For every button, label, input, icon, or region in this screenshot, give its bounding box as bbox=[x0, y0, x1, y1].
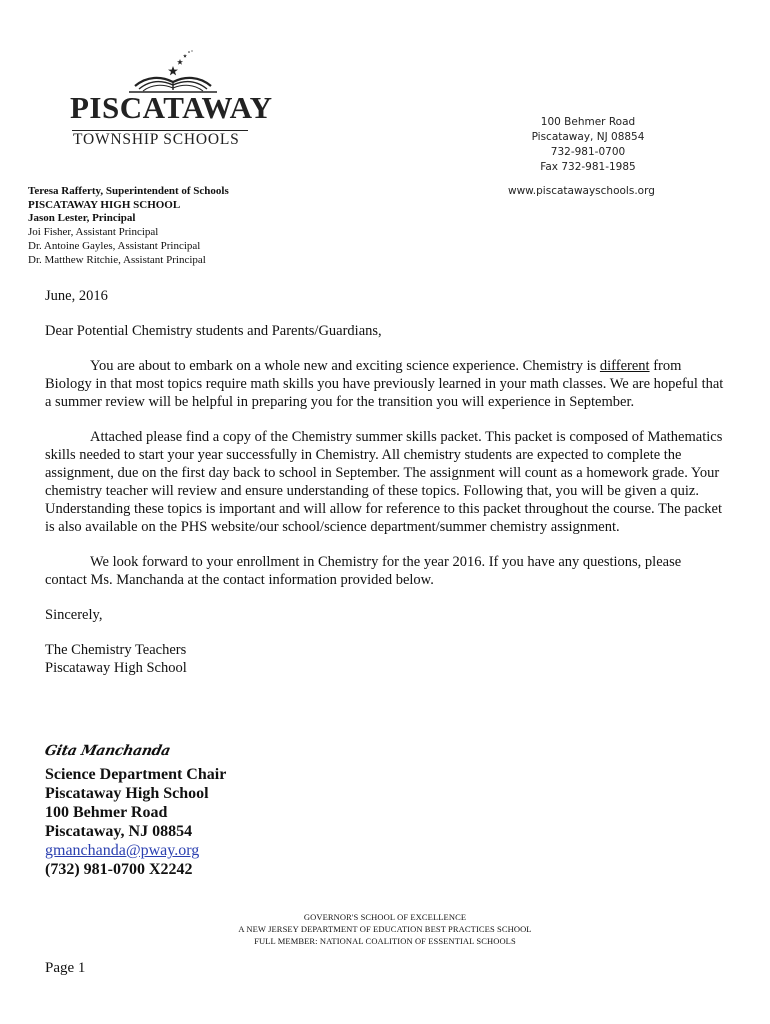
district-logo bbox=[70, 48, 273, 148]
page-number: Page 1 bbox=[45, 960, 86, 976]
paragraph-packet: Attached please find a copy of the Chemistry summer skills packet. This packet is composed of Mathematics skills needed to start your year successfully in Chemistry. All chemistry students are expected to complete the assignment, due on the first day back to school in September. The assignment will count as a homework grade. Your chemistry teacher will review and ensure understanding of these topics. Following that, you will be given a quiz. Understanding these topics is important and will allow for reference to this packet throughout the course. The packet is also available on the PHS website/our school/science department/summer chemistry assignment. bbox=[45, 429, 723, 535]
signature-phone: (732) 981-0700 X2242 bbox=[45, 861, 193, 878]
logo-subtitle: TOWNSHIP SCHOOLS bbox=[73, 131, 240, 148]
staff-list bbox=[28, 185, 229, 267]
logo-title: PISCATAWAY bbox=[70, 90, 273, 125]
footer-line: FULL MEMBER: NATIONAL COALITION OF ESSENTIAL SCHOOLS bbox=[254, 936, 516, 946]
letter-body bbox=[45, 287, 725, 677]
assistant-principal: Dr. Matthew Ritchie, Assistant Principal bbox=[28, 253, 206, 266]
paragraph-closing: We look forward to your enrollment in Chemistry for the year 2016. If you have any questions, please contact Ms. Manchanda at the contact information provided below. bbox=[45, 554, 682, 588]
handwritten-signature: Gita Manchanda bbox=[43, 743, 172, 759]
district-address bbox=[473, 115, 703, 175]
superintendent: Teresa Rafferty, Superintendent of Schools bbox=[28, 185, 229, 197]
assistant-principal: Joi Fisher, Assistant Principal bbox=[28, 226, 159, 239]
sender-team: The Chemistry Teachers bbox=[45, 642, 187, 658]
signature-title: Science Department Chair bbox=[45, 766, 227, 783]
signature-school: Piscataway High School bbox=[45, 785, 209, 802]
letter-footer bbox=[0, 911, 770, 947]
footer-line: GOVERNOR'S SCHOOL OF EXCELLENCE bbox=[303, 912, 467, 922]
signature-city: Piscataway, NJ 08854 bbox=[45, 823, 193, 840]
paragraph-intro bbox=[45, 357, 725, 411]
address-street: 100 Behmer Road bbox=[540, 116, 636, 128]
address-city: Piscataway, NJ 08854 bbox=[531, 131, 645, 143]
address-phone: 732-981-0700 bbox=[550, 146, 626, 158]
district-website[interactable]: www.piscatawayschools.org bbox=[508, 185, 655, 197]
salutation: Dear Potential Chemistry students and Parents/Guardians, bbox=[45, 323, 382, 339]
signature-email-link[interactable]: gmanchanda@pway.org bbox=[45, 842, 200, 859]
underlined-word: different bbox=[599, 358, 650, 374]
paragraph-text: from Biology in that most topics require math skills you have previously learned in your math classes. We are hopeful that a summer review will be helpful in preparing you for the transition you will experience in September. bbox=[45, 358, 724, 410]
assistant-principal: Dr. Antoine Gayles, Assistant Principal bbox=[28, 239, 201, 252]
address-fax: Fax 732-981-1985 bbox=[540, 161, 636, 173]
signature-block bbox=[45, 765, 226, 879]
school-name: PISCATAWAY HIGH SCHOOL bbox=[28, 198, 181, 211]
principal: Jason Lester, Principal bbox=[28, 212, 136, 225]
closing: Sincerely, bbox=[45, 607, 103, 623]
letter-date: June, 2016 bbox=[45, 288, 108, 304]
footer-line: A NEW JERSEY DEPARTMENT OF EDUCATION BEST PRACTICES SCHOOL bbox=[238, 924, 532, 934]
paragraph-text: You are about to embark on a whole new and exciting science experience. Chemistry is bbox=[90, 358, 600, 374]
sender-school: Piscataway High School bbox=[45, 660, 187, 676]
signature-street: 100 Behmer Road bbox=[45, 804, 168, 821]
open-book-with-stars-icon bbox=[125, 48, 235, 94]
